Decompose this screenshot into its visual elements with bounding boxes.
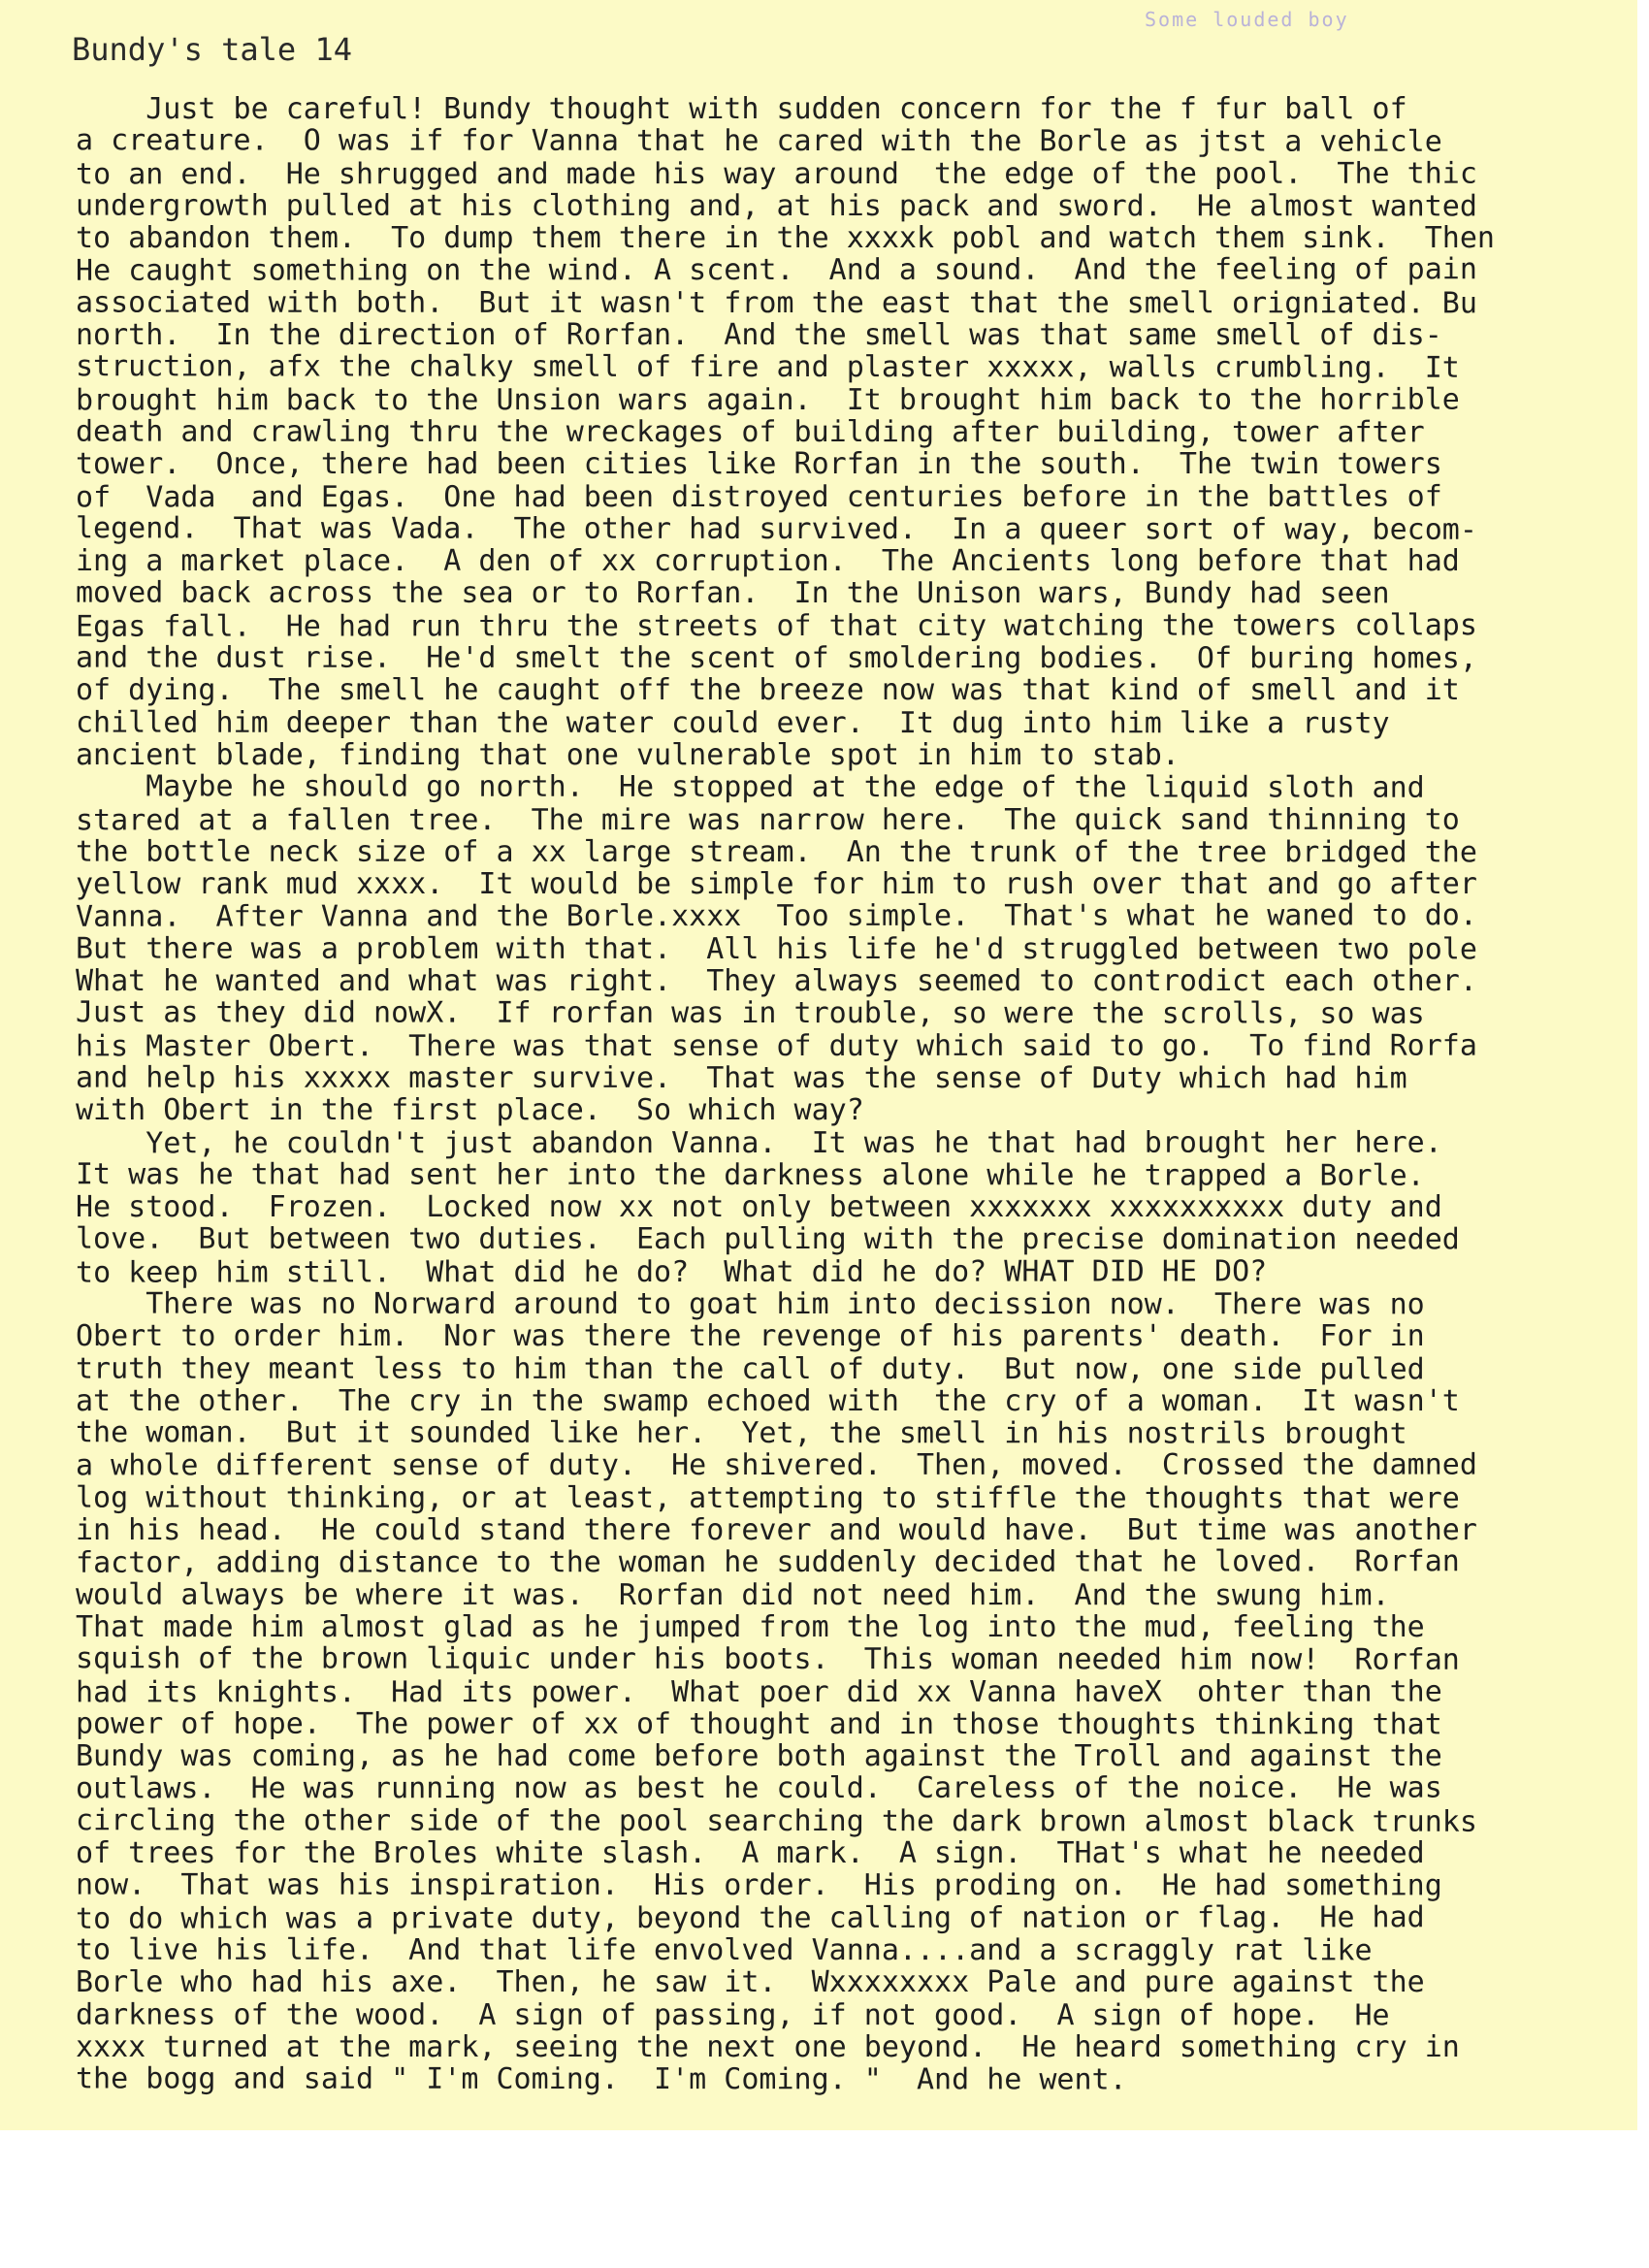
text-line-content: of Vada and Egas. One had been distroyed centuries before in the battles of [75,479,1442,514]
text-line-content: legend. That was Vada. The other had survived. In a queer sort of way, becom- [75,511,1477,547]
text-line [76,674,1637,706]
text-line-content: love. But between two duties. Each pulling with the precise domination needed [75,1222,1460,1257]
text-line-content: his Master Obert. There was that sense of duty which said to go. To find Rorfa [75,1028,1477,1063]
text-line [76,1966,1637,1998]
text-line [76,642,1637,674]
text-line-content: He stood. Frozen. Locked now xx not only between xxxxxxx xxxxxxxxxx duty and [76,1190,1442,1225]
text-line-content: Just as they did nowX. If rorfan was in trouble, so were the scrolls, so was [75,995,1425,1032]
text-line [76,93,1637,125]
text-line-content: to live his life. And that life envolved Vanna....and a scraggly rat like [75,1932,1373,1968]
text-line-content: the bogg and said " I'm Coming. I'm Coming. " And he went. [75,2061,1127,2097]
text-line [75,1802,1637,1839]
text-line [76,739,1637,771]
text-line [76,1643,1637,1675]
text-line-content: ancient blade, finding that one vulnerable spot in him to stab. [76,737,1180,772]
text-line [76,384,1637,416]
text-line [76,1320,1637,1352]
text-line-content: truth they meant less to him than the call of duty. But now, one side pulled [75,1351,1425,1386]
text-line-content: log without thinking, or at least, attempting to stiffle the thoughts that were [75,1480,1460,1516]
text-line-content: It was he that had sent her into the darkness alone while he trapped a Borle. [75,1157,1425,1193]
text-line-content: moved back across the sea or to Rorfan. In the Unison wars, Bundy had seen [75,576,1390,611]
text-line [76,1772,1637,1804]
text-line-content: to do which was a private duty, beyond the calling of nation or flag. He had [75,1899,1425,1936]
text-line [75,1544,1637,1581]
text-line-content: Yet, he couldn't just abandon Vanna. It was he that had brought her here. [75,1125,1442,1160]
text-line [76,190,1637,222]
text-line-content: Vanna. After Vanna and the Borle.xxxx Too simple. That's what he waned to do. [75,898,1477,935]
text-line-content: outlaws. He was running now as best he could. Careless of the noice. He was [75,1771,1442,1806]
text-line-content: of trees for the Broles white slash. A mark. A sign. THat's what he needed [76,1836,1425,1871]
text-line-content: and help his xxxxx master survive. That was the sense of Duty which had him [75,1060,1407,1096]
text-line-content: yellow rank mud xxxx. It would be simple for him to rush over that and go after [76,867,1477,902]
text-line-content: north. In the direction of Rorfan. And the smell was that same smell of dis- [76,318,1442,353]
text-line [75,995,1637,1032]
text-line [76,416,1637,448]
text-line [76,1062,1637,1094]
text-line [75,898,1637,935]
text-line [75,349,1637,386]
text-line-content: had its knights. Had its power. What poer did xx Vanna haveX ohter than the [75,1674,1442,1709]
text-line [76,1869,1637,1901]
text-line [76,1385,1637,1417]
text-line-content: darkness of the wood. A sign of passing, if not good. A sign of hope. He [75,1997,1390,2032]
text-line [76,2063,1637,2095]
text-line [75,1899,1637,1936]
text-line [76,448,1637,480]
text-line-content: to keep him still. What did he do? What did he do? WHAT DID HE DO? [75,1254,1268,1290]
text-line-content: Egas fall. He had run thru the streets of that city watching the towers collaps [75,607,1477,644]
text-line [76,804,1637,836]
text-line-content: stared at a fallen tree. The mire was narrow here. The quick sand thinning to [75,802,1460,837]
text-line-content: Just be careful! Bundy thought with sudden concern for the f fur ball of [76,92,1407,126]
text-line [76,707,1637,739]
page-header: Bundy's tale 14 [72,31,352,68]
text-line [76,513,1637,545]
text-line-content: to abandon them. To dump them there in the xxxxk pobl and watch them sink. Then [76,221,1495,256]
text-line-content: brought him back to the Unsion wars again. It brought him back to the horrible [75,382,1460,418]
text-line [76,2031,1637,2063]
text-line [76,1611,1637,1643]
text-line [76,771,1637,803]
text-line [75,123,1637,160]
text-line-content: ing a market place. A den of xx corruption. The Ancients long before that had [76,544,1460,579]
text-line [76,1417,1637,1449]
text-line-content: the bottle neck size of a xx large stream. An the trunk of the tree bridged the [75,834,1477,870]
text-line-content: tower. Once, there had been cities like Rorfan in the south. The twin towers [76,447,1442,482]
text-line-content: What he wanted and what was right. They always seemed to controdict each other. [76,964,1477,999]
text-line [76,1740,1637,1772]
text-line [75,252,1637,289]
text-line-content: chilled him deeper than the water could ever. It dug into him like a rusty [75,705,1390,740]
text-line-content: power of hope. The power of xx of thought and in those thoughts thinking that [75,1706,1442,1742]
text-line [76,836,1637,868]
text-line-content: There was no Norward around to goat him into decission now. There was no [75,1286,1425,1322]
text-line-content: That made him almost glad as he jumped from the log into the mud, feeling the [76,1609,1425,1644]
text-line [76,1482,1637,1514]
text-line-content: But there was a problem with that. All his life he'd struggled between two pole [75,931,1477,967]
text-line-content: of dying. The smell he caught off the breeze now was that kind of smell and it [76,673,1460,708]
text-line-content: He caught something on the wind. A scent. And a sound. And the feeling of pain [75,252,1477,289]
text-line [76,1934,1637,1966]
text-line [76,1708,1637,1740]
text-line-content: a whole different sense of duty. He shivered. Then, moved. Crossed the damned [75,1448,1477,1483]
text-line-content: circling the other side of the pool searching the dark brown almost black trunks [75,1802,1477,1839]
text-line [76,965,1637,997]
text-line [76,545,1637,577]
text-line [76,1223,1637,1255]
text-line [76,1579,1637,1611]
text-line-content: would always be where it was. Rorfan did not need him. And the swung him. [75,1577,1390,1613]
text-line-content: with Obert in the first place. So which way? [76,1093,864,1128]
text-line-content: Bundy was coming, as he had come before both against the Troll and against the [76,1739,1442,1774]
text-line [76,933,1637,965]
text-line [76,577,1637,609]
text-line-content: at the other. The cry in the swamp echoed with the cry of a woman. It wasn't [76,1383,1460,1418]
text-line [76,1514,1637,1546]
text-line [76,222,1637,254]
bleed-through-text: Some louded boy [1145,8,1349,31]
text-line-content: undergrowth pulled at his clothing and, at his pack and sword. He almost wanted [75,188,1477,224]
text-line [76,481,1637,513]
text-line [76,1030,1637,1062]
text-line [76,1676,1637,1708]
text-line-content: a creature. O was if for Vanna that he cared with the Borle as jtst a vehicle [75,123,1442,160]
text-line [76,1999,1637,2031]
text-line [76,1449,1637,1481]
text-line [76,1094,1637,1126]
text-line-content: squish of the brown liquic under his boots. This woman needed him now! Rorfan [75,1641,1460,1677]
text-line [76,1191,1637,1223]
text-line [76,158,1637,190]
text-line [76,1288,1637,1320]
text-line [75,607,1637,644]
text-line-content: death and crawling thru the wreckages of building after building, tower after [75,414,1425,450]
manuscript-body [76,93,1637,2095]
text-line-content: Maybe he should go north. He stopped at the edge of the liquid sloth and [75,769,1425,805]
text-line-content: associated with both. But it wasn't from the east that the smell origniated. Bu [75,285,1477,321]
text-line-content: struction, afx the chalky smell of fire and plaster xxxxx, walls crumbling. It [75,349,1460,386]
text-line [76,1159,1637,1191]
text-line-content: Obert to order him. Nor was there the revenge of his parents' death. For in [76,1319,1425,1354]
text-line-content: the woman. But it sounded like her. Yet, the smell in his nostrils brought [75,1415,1407,1451]
text-line [76,287,1637,319]
text-line [76,1127,1637,1159]
text-line [76,1837,1637,1869]
text-line-content: in his head. He could stand there forever and would have. But time was another [76,1513,1477,1548]
text-line-content: now. That was his inspiration. His order. His proding on. He had something [75,1867,1442,1903]
text-line [76,868,1637,900]
text-line-content: factor, adding distance to the woman he suddenly decided that he loved. Rorfan [75,1544,1460,1581]
text-line [76,1256,1637,1288]
text-line-content: to an end. He shrugged and made his way around the edge of the pool. The thic [75,156,1477,191]
text-line [76,1353,1637,1385]
text-line-content: Borle who had his axe. Then, he saw it. Wxxxxxxxx Pale and pure against the [76,1965,1425,2000]
text-line [76,319,1637,351]
text-line-content: and the dust rise. He'd smelt the scent of smoldering bodies. Of buring homes, [75,640,1477,676]
text-line-content: xxxx turned at the mark, seeing the next one beyond. He heard something cry in [76,2029,1460,2064]
